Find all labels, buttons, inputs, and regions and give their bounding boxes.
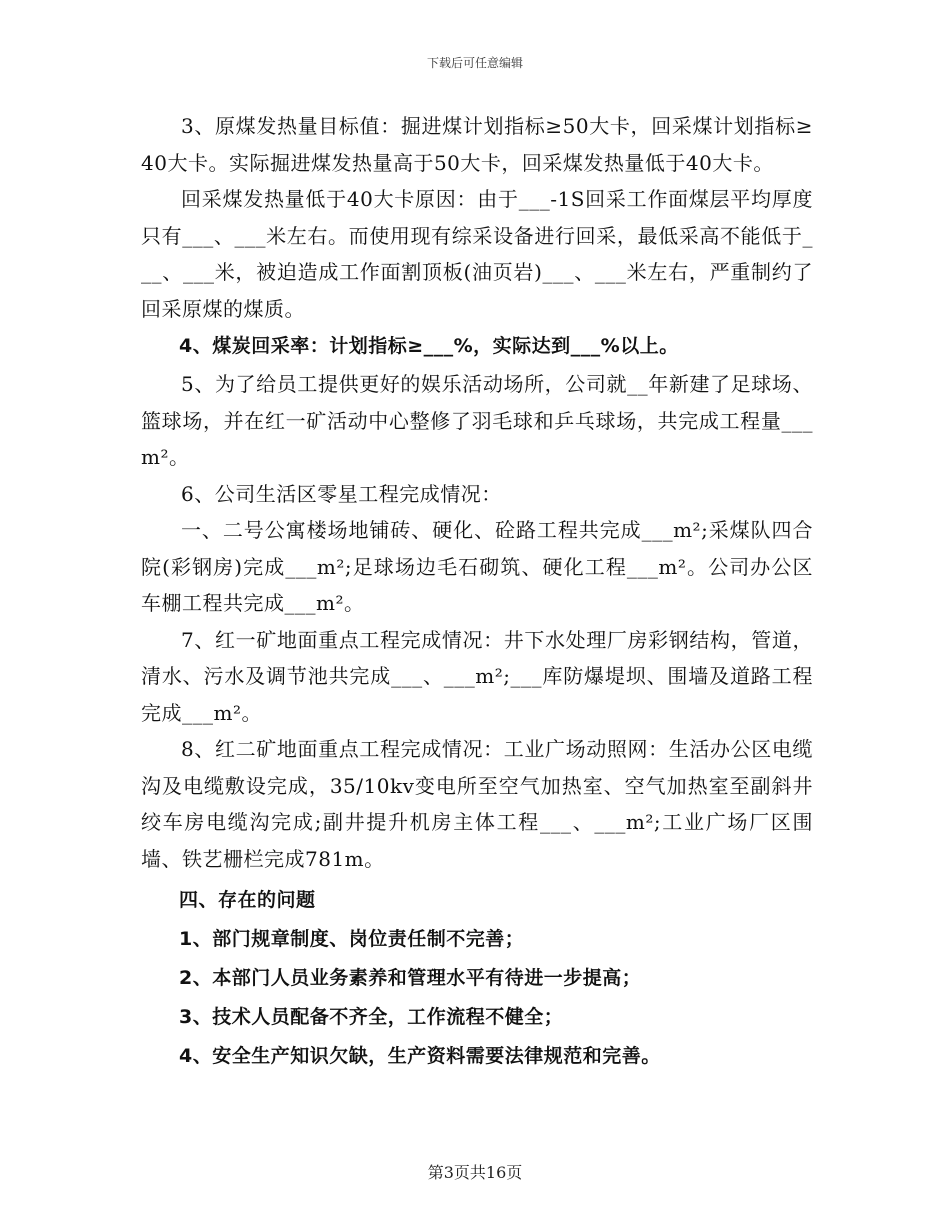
document-body	[141, 108, 813, 1076]
page-number: 第3页共16页	[427, 1163, 523, 1182]
paragraph-mine-one-works: 7、红一矿地面重点工程完成情况：井下水处理厂房彩钢结构，管道，清水、污水及调节池共完成___、___m²;___库防爆堤坝、围墙及道路工程完成___m²。	[141, 627, 813, 725]
problem-item: 3、技术人员配备不齐全，工作流程不健全；	[179, 1006, 564, 1028]
paragraph-calorific-reason: 回采煤发热量低于40大卡原因：由于___-1S回采工作面煤层平均厚度只有___、___米左右。而使用现有综采设备进行回采，最低采高不能低于___、___米，被迫造成工作面割顶板(油页岩)___、___米左右，严重制约了回采原煤的煤质。	[141, 187, 813, 321]
problem-item: 4、安全生产知识欠缺，生产资料需要法律规范和完善。	[179, 1045, 661, 1067]
paragraph-living-area-details: 一、二号公寓楼场地铺砖、硬化、砼路工程共完成___m²;采煤队四合院(彩钢房)完成___m²;足球场边毛石砌筑、硬化工程___m²。公司办公区车棚工程共完成___m²。	[141, 518, 813, 615]
problem-item: 1、部门规章制度、岗位责任制不完善；	[179, 928, 525, 950]
paragraph-calorific-target: 3、原煤发热量目标值：掘进煤计划指标≥50大卡，回采煤计划指标≥40大卡。实际掘进煤发热量高于50大卡，回采煤发热量低于40大卡。	[141, 114, 813, 175]
paragraph-recovery-rate: 4、煤炭回采率：计划指标≥___%，实际达到___%以上。	[179, 335, 679, 357]
page-header: 下载后可任意编辑	[426, 56, 523, 70]
paragraph-living-area-heading: 6、公司生活区零星工程完成情况：	[181, 481, 502, 506]
section-title-problems: 四、存在的问题	[179, 889, 316, 911]
paragraph-mine-two-works: 8、红二矿地面重点工程完成情况：工业广场动照网：生活办公区电缆沟及电缆敷设完成，35/10kv变电所至空气加热室、空气加热室至副斜井绞车房电缆沟完成;副井提升机房主体工程___、___m²;工业广场厂区围墙、铁艺栅栏完成781m。	[141, 737, 813, 871]
paragraph-sports-facilities: 5、为了给员工提供更好的娱乐活动场所，公司就__年新建了足球场、篮球场，并在红一矿活动中心整修了羽毛球和乒乓球场，共完成工程量___m²。	[141, 372, 813, 469]
problem-item: 2、本部门人员业务素养和管理水平有待进一步提高；	[179, 967, 642, 989]
